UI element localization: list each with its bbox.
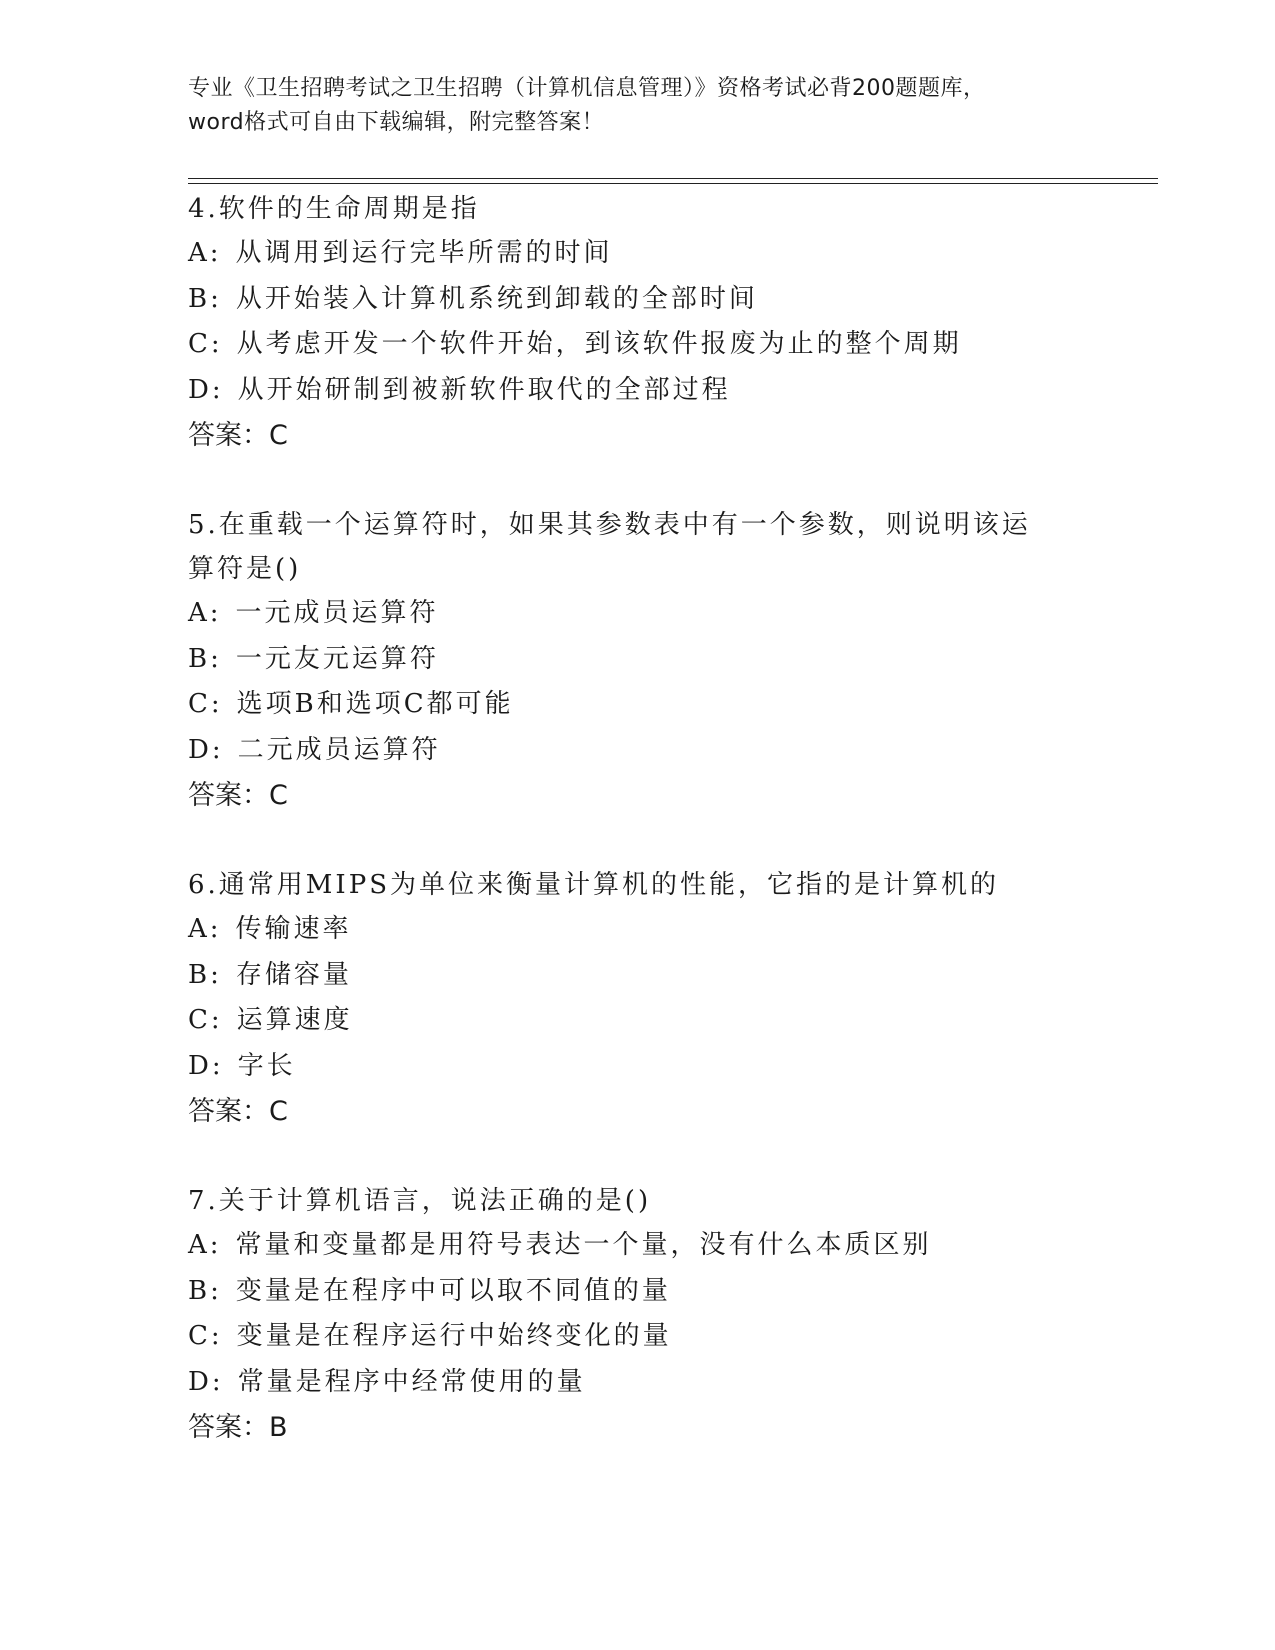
option-a bbox=[188, 907, 1108, 953]
option-d bbox=[188, 1044, 1108, 1090]
option-d bbox=[188, 728, 1108, 774]
option-text: 变量是在程序中可以取不同值的量 bbox=[235, 1275, 671, 1306]
option-letter: C: bbox=[188, 1321, 223, 1351]
option-c bbox=[188, 998, 1108, 1044]
question-item bbox=[188, 187, 1108, 459]
question-stem: 5.在重载一个运算符时，如果其参数表中有一个参数，则说明该运算符是() bbox=[188, 510, 1031, 584]
option-letter: B: bbox=[188, 1275, 222, 1306]
answer-label: 答案：B bbox=[188, 1412, 288, 1443]
option-text: 变量是在程序运行中始终变化的量 bbox=[236, 1321, 672, 1351]
option-text: 从调用到运行完毕所需的时间 bbox=[235, 238, 613, 268]
question-item bbox=[188, 863, 1108, 1135]
option-letter: C: bbox=[188, 689, 223, 719]
option-c bbox=[188, 682, 1108, 728]
question-item bbox=[188, 1179, 1108, 1451]
answer-label: 答案：C bbox=[188, 420, 288, 451]
option-letter: B: bbox=[188, 283, 222, 314]
option-b bbox=[188, 953, 1108, 999]
option-letter: C: bbox=[188, 1005, 223, 1035]
option-text: 运算速度 bbox=[236, 1005, 353, 1035]
option-text: 常量和变量都是用符号表达一个量，没有什么本质区别 bbox=[235, 1230, 932, 1260]
option-b bbox=[188, 637, 1108, 683]
option-c bbox=[188, 322, 1108, 368]
option-a bbox=[188, 1223, 1108, 1269]
option-letter: D: bbox=[188, 1050, 224, 1081]
header-divider-bottom bbox=[188, 183, 1158, 184]
option-letter: A: bbox=[188, 238, 222, 268]
spacer bbox=[188, 1135, 1108, 1179]
option-text: 一元成员运算符 bbox=[235, 598, 439, 628]
option-letter: C: bbox=[188, 329, 223, 359]
question-stem: 4.软件的生命周期是指 bbox=[188, 194, 480, 224]
option-text: 从考虑开发一个软件开始，到该软件报废为止的整个周期 bbox=[236, 329, 962, 359]
option-d bbox=[188, 368, 1108, 414]
header-line-2: word格式可自由下载编辑，附完整答案！ bbox=[188, 110, 605, 135]
option-text: 常量是程序中经常使用的量 bbox=[237, 1366, 586, 1397]
option-a bbox=[188, 591, 1108, 637]
option-b bbox=[188, 1269, 1108, 1315]
answer-label: 答案：C bbox=[188, 1096, 288, 1127]
option-text: 从开始装入计算机系统到卸载的全部时间 bbox=[235, 283, 758, 314]
question-stem: 6.通常用MIPS为单位来衡量计算机的性能，它指的是计算机的 bbox=[188, 870, 1000, 900]
option-text: 选项B和选项C都可能 bbox=[236, 689, 514, 719]
option-text: 字长 bbox=[237, 1050, 296, 1081]
header-divider-top bbox=[188, 178, 1158, 179]
question-stem: 7.关于计算机语言，说法正确的是() bbox=[188, 1186, 652, 1216]
option-text: 二元成员运算符 bbox=[237, 734, 441, 765]
option-d bbox=[188, 1360, 1108, 1406]
spacer bbox=[188, 459, 1108, 503]
option-letter: D: bbox=[188, 734, 224, 765]
document-header bbox=[188, 72, 1088, 140]
option-b bbox=[188, 277, 1108, 323]
option-c bbox=[188, 1314, 1108, 1360]
option-text: 传输速率 bbox=[235, 914, 352, 944]
option-letter: B: bbox=[188, 959, 222, 990]
option-letter: B: bbox=[188, 643, 222, 674]
answer-label: 答案：C bbox=[188, 780, 288, 811]
option-letter: D: bbox=[188, 374, 224, 405]
option-letter: A: bbox=[188, 598, 222, 628]
option-letter: D: bbox=[188, 1366, 224, 1397]
option-a bbox=[188, 231, 1108, 277]
option-text: 从开始研制到被新软件取代的全部过程 bbox=[237, 374, 731, 405]
option-text: 一元友元运算符 bbox=[235, 643, 439, 674]
option-letter: A: bbox=[188, 1230, 222, 1260]
question-item bbox=[188, 503, 1108, 819]
spacer bbox=[188, 819, 1108, 863]
header-line-1: 专业《卫生招聘考试之卫生招聘（计算机信息管理）》资格考试必背200题题库， bbox=[188, 76, 986, 101]
option-text: 存储容量 bbox=[235, 959, 352, 990]
question-list bbox=[188, 187, 1108, 1451]
option-letter: A: bbox=[188, 914, 222, 944]
